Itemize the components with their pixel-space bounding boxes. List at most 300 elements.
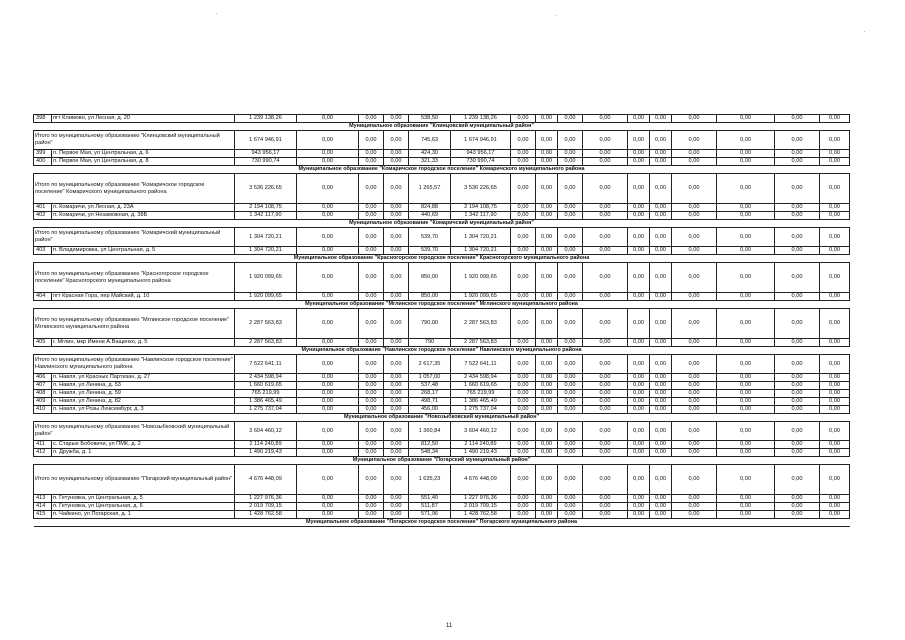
value-cell: 0,00: [359, 406, 384, 414]
value-cell: 0,00: [583, 131, 628, 150]
table-row: [34, 158, 850, 166]
value-cell: 2 617,35: [409, 355, 451, 374]
row-number: 403: [34, 247, 52, 255]
value-cell: 0,00: [650, 495, 672, 503]
value-cell: 0,00: [297, 150, 359, 158]
value-cell: 0,00: [717, 174, 775, 204]
value-cell: 0,00: [536, 131, 558, 150]
document-table-area: [33, 114, 840, 527]
value-cell: 0,00: [297, 228, 359, 247]
value-cell: 1 304 720,21: [235, 247, 297, 255]
section-header: Муниципальное образование "Навлинское городское поселение" Навлинского муниципального района: [34, 347, 850, 355]
value-cell: 0,00: [297, 309, 359, 339]
value-cell: 0,00: [650, 422, 672, 441]
value-cell: 2 287 563,83: [451, 339, 511, 347]
value-cell: 0,00: [583, 150, 628, 158]
value-cell: 0,00: [628, 390, 650, 398]
value-cell: 0,00: [628, 131, 650, 150]
address-cell: п. Навля, ул Ленина, д. 53: [52, 382, 235, 390]
value-cell: 0,00: [775, 174, 820, 204]
value-cell: 0,00: [359, 374, 384, 382]
value-cell: 1 360,84: [409, 422, 451, 441]
section-header: Муниципальное образование "Красногорское городское поселение" Красногорского муниципального района: [34, 255, 850, 263]
value-cell: 0,00: [672, 228, 717, 247]
value-cell: 0,00: [297, 174, 359, 204]
value-cell: 0,00: [536, 309, 558, 339]
value-cell: 0,00: [820, 309, 850, 339]
value-cell: 0,00: [672, 204, 717, 212]
value-cell: 0,00: [558, 374, 583, 382]
total-row: [34, 355, 850, 374]
value-cell: 0,00: [650, 293, 672, 301]
table-row: [34, 441, 850, 449]
value-cell: 0,00: [558, 150, 583, 158]
value-cell: 0,00: [558, 158, 583, 166]
value-cell: 0,00: [384, 422, 409, 441]
value-cell: 0,00: [820, 449, 850, 457]
value-cell: 1 239 138,26: [451, 115, 511, 123]
value-cell: 0,00: [558, 406, 583, 414]
value-cell: 0,00: [775, 449, 820, 457]
value-cell: 0,00: [775, 398, 820, 406]
value-cell: 0,00: [628, 247, 650, 255]
value-cell: 0,00: [384, 441, 409, 449]
value-cell: 0,00: [297, 355, 359, 374]
value-cell: 4 676 448,09: [235, 465, 297, 495]
value-cell: 0,00: [511, 390, 536, 398]
value-cell: 0,00: [583, 115, 628, 123]
value-cell: 0,00: [583, 158, 628, 166]
value-cell: 0,00: [628, 398, 650, 406]
value-cell: 0,00: [628, 422, 650, 441]
value-cell: 0,00: [536, 212, 558, 220]
value-cell: 0,00: [650, 158, 672, 166]
value-cell: 0,00: [359, 293, 384, 301]
value-cell: 0,00: [583, 449, 628, 457]
value-cell: 0,00: [384, 204, 409, 212]
value-cell: 1 674 946,91: [451, 131, 511, 150]
row-number: 413: [34, 495, 52, 503]
value-cell: 0,00: [536, 204, 558, 212]
section-header: Муниципальное образование "Мглинское городское поселение" Мглинского муниципального района: [34, 301, 850, 309]
total-row: [34, 309, 850, 339]
value-cell: 1 428 762,58: [235, 511, 297, 519]
value-cell: 0,00: [583, 441, 628, 449]
section-header-row: [34, 166, 850, 174]
value-cell: 456,00: [409, 406, 451, 414]
value-cell: 0,00: [536, 382, 558, 390]
table-row: [34, 247, 850, 255]
address-cell: п. Чайкино, ул Погарская, д. 1: [52, 511, 235, 519]
value-cell: 537,48: [409, 382, 451, 390]
value-cell: 0,00: [717, 390, 775, 398]
table-row: [34, 204, 850, 212]
value-cell: 0,00: [558, 131, 583, 150]
value-cell: 1 674 946,91: [235, 131, 297, 150]
value-cell: 3 604 460,12: [235, 422, 297, 441]
value-cell: 0,00: [384, 449, 409, 457]
value-cell: 0,00: [536, 158, 558, 166]
value-cell: 0,00: [717, 131, 775, 150]
value-cell: 0,00: [628, 355, 650, 374]
value-cell: 0,00: [511, 406, 536, 414]
section-header-row: [34, 123, 850, 131]
value-cell: 0,00: [717, 212, 775, 220]
table-row: [34, 406, 850, 414]
value-cell: 0,00: [672, 382, 717, 390]
value-cell: 0,00: [820, 422, 850, 441]
table-row: [34, 115, 850, 123]
value-cell: 1 660 619,65: [235, 382, 297, 390]
value-cell: 0,00: [297, 503, 359, 511]
value-cell: 0,00: [672, 150, 717, 158]
value-cell: 0,00: [650, 309, 672, 339]
address-cell: п. Навля, ул Ленина, д. 82: [52, 398, 235, 406]
table-row: [34, 511, 850, 519]
value-cell: 1 342 117,90: [451, 212, 511, 220]
value-cell: 0,00: [717, 158, 775, 166]
value-cell: 0,00: [775, 422, 820, 441]
total-row: [34, 465, 850, 495]
value-cell: 0,00: [717, 247, 775, 255]
total-row: [34, 263, 850, 293]
value-cell: 0,00: [359, 382, 384, 390]
value-cell: 0,00: [717, 293, 775, 301]
scan-speck: [864, 31, 865, 32]
value-cell: 0,00: [628, 406, 650, 414]
value-cell: 0,00: [384, 382, 409, 390]
value-cell: 0,00: [297, 390, 359, 398]
value-cell: 0,00: [583, 511, 628, 519]
value-cell: 765 219,99: [235, 390, 297, 398]
value-cell: 0,00: [558, 174, 583, 204]
value-cell: 0,00: [820, 212, 850, 220]
value-cell: 0,00: [384, 131, 409, 150]
value-cell: 0,00: [583, 374, 628, 382]
value-cell: 0,00: [558, 309, 583, 339]
value-cell: 0,00: [672, 131, 717, 150]
value-cell: 0,00: [775, 355, 820, 374]
value-cell: 1 635,23: [409, 465, 451, 495]
scan-speck: [216, 13, 217, 14]
value-cell: 0,00: [628, 309, 650, 339]
value-cell: 0,00: [297, 263, 359, 293]
value-cell: 0,00: [536, 390, 558, 398]
value-cell: 0,00: [717, 204, 775, 212]
value-cell: 0,00: [558, 503, 583, 511]
value-cell: 0,00: [717, 449, 775, 457]
total-label: Итого по муниципальному образованию "Новозыбковский муниципальный район": [34, 422, 235, 441]
row-number: 414: [34, 503, 52, 511]
value-cell: 0,00: [384, 355, 409, 374]
value-cell: 0,00: [558, 398, 583, 406]
value-cell: 0,00: [558, 115, 583, 123]
value-cell: 0,00: [511, 398, 536, 406]
value-cell: 0,00: [583, 228, 628, 247]
value-cell: 0,00: [359, 465, 384, 495]
value-cell: 0,00: [359, 212, 384, 220]
value-cell: 0,00: [650, 398, 672, 406]
value-cell: 0,00: [672, 398, 717, 406]
value-cell: 0,00: [650, 339, 672, 347]
value-cell: 0,00: [717, 263, 775, 293]
value-cell: 0,00: [384, 495, 409, 503]
value-cell: 0,00: [558, 390, 583, 398]
row-number: 402: [34, 212, 52, 220]
value-cell: 0,00: [775, 247, 820, 255]
value-cell: 0,00: [628, 503, 650, 511]
value-cell: 1 386 465,49: [451, 398, 511, 406]
row-number: 411: [34, 441, 52, 449]
value-cell: 0,00: [775, 263, 820, 293]
value-cell: 1 920 099,65: [451, 293, 511, 301]
scan-speck: [556, 15, 557, 16]
value-cell: 0,00: [775, 293, 820, 301]
value-cell: 538,50: [409, 115, 451, 123]
value-cell: 0,00: [628, 465, 650, 495]
value-cell: 0,00: [536, 503, 558, 511]
buildings-table: [33, 114, 850, 527]
value-cell: 0,00: [717, 374, 775, 382]
value-cell: 3 536 226,65: [235, 174, 297, 204]
value-cell: 0,00: [820, 204, 850, 212]
value-cell: 0,00: [820, 441, 850, 449]
address-cell: пгт Красная Гора, пер Майский, д. 10: [52, 293, 235, 301]
value-cell: 0,00: [384, 503, 409, 511]
value-cell: 0,00: [359, 115, 384, 123]
value-cell: 0,00: [384, 247, 409, 255]
value-cell: 0,00: [672, 158, 717, 166]
value-cell: 0,00: [359, 228, 384, 247]
total-label: Итого по муниципальному образованию "Мглинское городское поселение" Мглинского муниципального района: [34, 309, 235, 339]
value-cell: 0,00: [820, 158, 850, 166]
value-cell: 0,00: [650, 174, 672, 204]
value-cell: 0,00: [384, 158, 409, 166]
value-cell: 0,00: [672, 495, 717, 503]
value-cell: 0,00: [511, 158, 536, 166]
section-header-row: [34, 457, 850, 465]
value-cell: 0,00: [583, 465, 628, 495]
value-cell: 0,00: [384, 406, 409, 414]
value-cell: 0,00: [536, 398, 558, 406]
value-cell: 0,00: [775, 204, 820, 212]
value-cell: 0,00: [359, 398, 384, 406]
address-cell: с. Старые Бобовичи, ул ПМК, д. 2: [52, 441, 235, 449]
value-cell: 0,00: [558, 355, 583, 374]
section-header-row: [34, 255, 850, 263]
value-cell: 0,00: [297, 449, 359, 457]
value-cell: 0,00: [384, 374, 409, 382]
value-cell: 0,00: [583, 263, 628, 293]
value-cell: 0,00: [717, 228, 775, 247]
value-cell: 0,00: [359, 355, 384, 374]
table-row: [34, 382, 850, 390]
value-cell: 0,00: [583, 212, 628, 220]
table-row: [34, 390, 850, 398]
value-cell: 0,00: [717, 495, 775, 503]
value-cell: 0,00: [650, 406, 672, 414]
value-cell: 0,00: [628, 293, 650, 301]
value-cell: 2 019 709,15: [235, 503, 297, 511]
value-cell: 0,00: [536, 449, 558, 457]
value-cell: 0,00: [359, 309, 384, 339]
value-cell: 0,00: [820, 247, 850, 255]
value-cell: 0,00: [297, 406, 359, 414]
value-cell: 0,00: [583, 382, 628, 390]
value-cell: 539,70: [409, 228, 451, 247]
value-cell: 0,00: [511, 212, 536, 220]
value-cell: 0,00: [511, 131, 536, 150]
value-cell: 0,00: [775, 309, 820, 339]
address-cell: г. Мглин, мкр Имени А.Ващенко, д. 5: [52, 339, 235, 347]
value-cell: 1 304 720,21: [235, 228, 297, 247]
value-cell: 0,00: [820, 503, 850, 511]
value-cell: 0,00: [359, 503, 384, 511]
value-cell: 0,00: [536, 174, 558, 204]
value-cell: 0,00: [775, 503, 820, 511]
value-cell: 1 920 099,65: [235, 293, 297, 301]
value-cell: 0,00: [628, 204, 650, 212]
value-cell: 0,00: [820, 374, 850, 382]
value-cell: 0,00: [650, 355, 672, 374]
value-cell: 1 057,00: [409, 374, 451, 382]
row-number: 398: [34, 115, 52, 123]
value-cell: 0,00: [511, 263, 536, 293]
value-cell: 0,00: [583, 174, 628, 204]
value-cell: 0,00: [359, 150, 384, 158]
value-cell: 2 019 709,15: [451, 503, 511, 511]
value-cell: 0,00: [511, 293, 536, 301]
table-row: [34, 374, 850, 382]
value-cell: 0,00: [359, 204, 384, 212]
value-cell: 0,00: [650, 390, 672, 398]
value-cell: 0,00: [717, 309, 775, 339]
value-cell: 0,00: [583, 339, 628, 347]
value-cell: 0,00: [297, 247, 359, 255]
section-header-row: [34, 220, 850, 228]
value-cell: 424,30: [409, 150, 451, 158]
value-cell: 0,00: [359, 449, 384, 457]
address-cell: п. Комаричи, ул Лесная, д. 23А: [52, 204, 235, 212]
value-cell: 0,00: [717, 398, 775, 406]
table-row: [34, 212, 850, 220]
value-cell: 0,00: [628, 158, 650, 166]
value-cell: 0,00: [775, 228, 820, 247]
value-cell: 4 676 448,09: [451, 465, 511, 495]
value-cell: 943 956,17: [235, 150, 297, 158]
value-cell: 0,00: [558, 339, 583, 347]
value-cell: 0,00: [820, 390, 850, 398]
value-cell: 0,00: [297, 158, 359, 166]
value-cell: 0,00: [628, 115, 650, 123]
value-cell: 1 275 737,04: [235, 406, 297, 414]
value-cell: 0,00: [672, 406, 717, 414]
value-cell: 730 990,74: [451, 158, 511, 166]
value-cell: 0,00: [359, 511, 384, 519]
value-cell: 0,00: [672, 441, 717, 449]
value-cell: 790,00: [409, 309, 451, 339]
value-cell: 0,00: [775, 150, 820, 158]
value-cell: 0,00: [384, 150, 409, 158]
value-cell: 0,00: [820, 293, 850, 301]
value-cell: 548,34: [409, 449, 451, 457]
value-cell: 0,00: [359, 158, 384, 166]
section-header-row: [34, 347, 850, 355]
row-number: 409: [34, 398, 52, 406]
value-cell: 0,00: [583, 204, 628, 212]
value-cell: 0,00: [583, 422, 628, 441]
value-cell: 0,00: [511, 204, 536, 212]
value-cell: 0,00: [558, 449, 583, 457]
value-cell: 0,00: [558, 441, 583, 449]
row-number: 399: [34, 150, 52, 158]
value-cell: 0,00: [558, 382, 583, 390]
value-cell: 2 194 108,75: [451, 204, 511, 212]
value-cell: 0,00: [536, 247, 558, 255]
value-cell: 0,00: [384, 174, 409, 204]
value-cell: 0,00: [359, 263, 384, 293]
total-row: [34, 174, 850, 204]
row-number: 400: [34, 158, 52, 166]
value-cell: 0,00: [672, 339, 717, 347]
value-cell: 0,00: [775, 495, 820, 503]
row-number: 407: [34, 382, 52, 390]
value-cell: 1 304 720,21: [451, 228, 511, 247]
value-cell: 730 990,74: [235, 158, 297, 166]
section-header: Муниципальное образование "Клинцовский муниципальный район": [34, 123, 850, 131]
value-cell: 0,00: [297, 212, 359, 220]
value-cell: 0,00: [583, 495, 628, 503]
table-row: [34, 398, 850, 406]
value-cell: 0,00: [511, 382, 536, 390]
value-cell: 0,00: [558, 495, 583, 503]
value-cell: 0,00: [511, 503, 536, 511]
value-cell: 0,00: [650, 115, 672, 123]
value-cell: 0,00: [359, 247, 384, 255]
value-cell: 0,00: [717, 150, 775, 158]
row-number: 410: [34, 406, 52, 414]
value-cell: 0,00: [297, 374, 359, 382]
value-cell: 2 194 108,75: [235, 204, 297, 212]
value-cell: 1 490 219,43: [451, 449, 511, 457]
value-cell: 321,33: [409, 158, 451, 166]
value-cell: 2 287 563,83: [235, 309, 297, 339]
value-cell: 1 920 099,65: [235, 263, 297, 293]
table-row: [34, 495, 850, 503]
total-label: Итого по муниципальному образованию "Навлинское городское поселение" Навлинского муниципального района: [34, 355, 235, 374]
value-cell: 0,00: [297, 339, 359, 347]
value-cell: 0,00: [384, 228, 409, 247]
value-cell: 0,00: [650, 374, 672, 382]
value-cell: 0,00: [359, 339, 384, 347]
section-header-row: [34, 519, 850, 527]
value-cell: 0,00: [650, 465, 672, 495]
value-cell: 0,00: [628, 495, 650, 503]
value-cell: 1 275 737,04: [451, 406, 511, 414]
value-cell: 268,17: [409, 390, 451, 398]
address-cell: п. Первое Мая, ул Центральная, д. 6: [52, 150, 235, 158]
row-number: 405: [34, 339, 52, 347]
address-cell: п. Навля, ул Красных Партизан, д. 27: [52, 374, 235, 382]
value-cell: 0,00: [775, 131, 820, 150]
value-cell: 0,00: [536, 115, 558, 123]
row-number: 408: [34, 390, 52, 398]
value-cell: 0,00: [628, 263, 650, 293]
value-cell: 0,00: [775, 158, 820, 166]
value-cell: 440,69: [409, 212, 451, 220]
value-cell: 0,00: [297, 204, 359, 212]
section-header: Муниципальное образование "Комаричский муниципальный район": [34, 220, 850, 228]
